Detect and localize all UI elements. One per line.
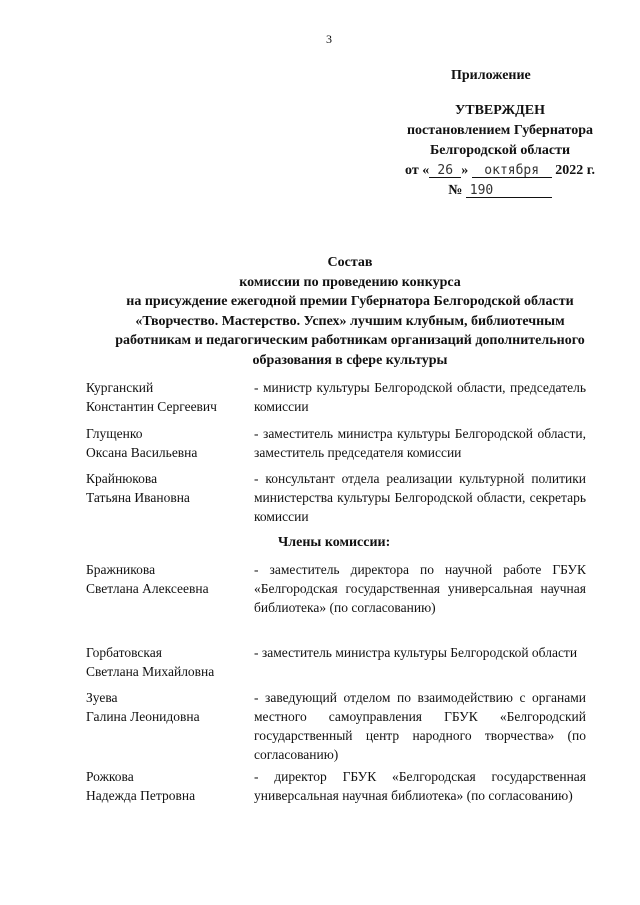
approval-number-line xyxy=(380,181,620,201)
person-name xyxy=(86,378,246,416)
person-given-names: Татьяна Ивановна xyxy=(86,490,190,505)
title-line-5: работникам и педагогическим работникам организаций дополнительного xyxy=(115,333,585,348)
date-day-close: » xyxy=(461,163,469,178)
date-month-value: октября xyxy=(484,163,540,178)
person-surname: Глущенко xyxy=(86,426,143,441)
title-line-3: на присуждение ежегодной премии Губернатора Белгородской области xyxy=(126,294,574,309)
page-number: 3 xyxy=(326,32,332,46)
title-line-1: Состав xyxy=(327,255,373,270)
date-prefix: от « xyxy=(405,163,430,178)
person-given-names: Светлана Алексеевна xyxy=(86,581,209,596)
person-surname: Бражникова xyxy=(86,562,156,577)
date-day-field xyxy=(429,161,461,178)
person-given-names: Константин Сергеевич xyxy=(86,399,217,414)
person-name xyxy=(86,688,246,726)
person-role: - заведующий отделом по взаимодействию с органами местного самоуправления ГБУК «Белгородский государственный центр народного творчества» (по согласованию) xyxy=(254,690,586,762)
person-surname: Рожкова xyxy=(86,769,134,784)
title-line-6: образования в сфере культуры xyxy=(252,352,448,368)
appendix-label: Приложение xyxy=(451,68,531,83)
person-name xyxy=(86,469,246,507)
person-given-names: Оксана Васильевна xyxy=(86,445,198,460)
person-name xyxy=(86,767,246,805)
title-line-4: «Творчество. Мастерство. Успех» лучшим клубным, библиотечным xyxy=(135,313,565,329)
document-title xyxy=(60,253,640,370)
person-role: - министр культуры Белгородской области, председатель комиссии xyxy=(254,380,586,414)
person-surname: Зуева xyxy=(86,690,118,705)
person-role: - заместитель министра культуры Белгородской области xyxy=(254,645,578,660)
approval-decree-line: постановлением Губернатора xyxy=(406,123,594,138)
person-given-names: Светлана Михайловна xyxy=(86,664,215,679)
approval-date-line xyxy=(380,161,620,181)
person-surname: Горбатовская xyxy=(86,645,162,660)
approval-region-line: Белгородской области xyxy=(429,143,571,158)
number-prefix: № xyxy=(448,183,463,198)
date-day-value: 26 xyxy=(437,163,454,178)
person-name xyxy=(86,643,246,681)
person-role: - заместитель директора по научной работе ГБУК «Белгородская государственная универсальная научная библиотека» (по согласованию) xyxy=(254,562,586,615)
person-role: - директор ГБУК «Белгородская государственная универсальная научная библиотека» (по согласованию) xyxy=(254,769,586,803)
decree-number-field xyxy=(466,181,552,198)
date-year: 2022 г. xyxy=(555,163,595,178)
person-surname: Курганский xyxy=(86,380,154,395)
person-role: - заместитель министра культуры Белгородской области, заместитель председателя комиссии xyxy=(254,426,586,460)
members-heading: Члены комиссии: xyxy=(278,535,391,550)
person-name xyxy=(86,560,246,598)
person-name xyxy=(86,424,246,462)
person-given-names: Надежда Петровна xyxy=(86,788,196,803)
decree-number-value: 190 xyxy=(469,183,494,198)
date-month-field xyxy=(472,161,552,178)
person-role: - консультант отдела реализации культурной политики министерства культуры Белгородской области, секретарь комиссии xyxy=(254,471,586,524)
person-surname: Крайнюкова xyxy=(86,471,158,486)
title-line-2: комиссии по проведению конкурса xyxy=(239,274,461,290)
person-given-names: Галина Леонидовна xyxy=(86,709,200,724)
approval-block xyxy=(380,101,620,201)
approval-title: УТВЕРЖДЕН xyxy=(454,103,546,118)
